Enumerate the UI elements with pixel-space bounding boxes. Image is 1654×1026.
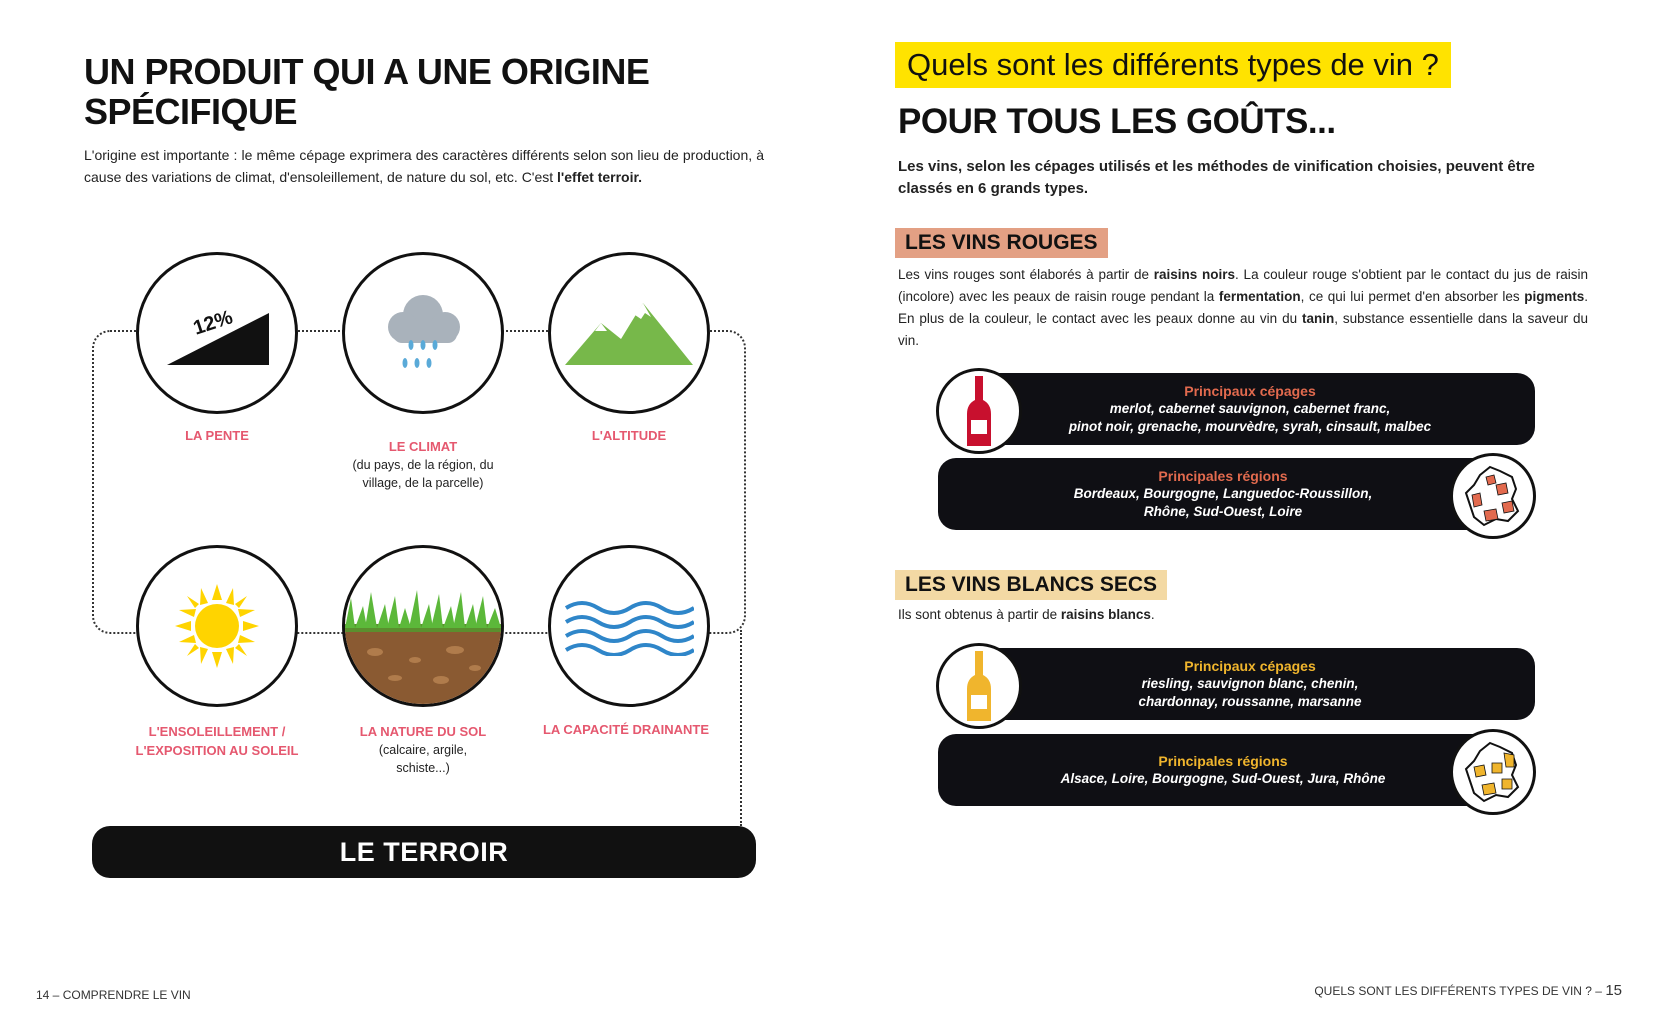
factor-label-pente: LA PENTE [185, 428, 249, 443]
blancs-regions-line1: Alsace, Loire, Bourgogne, Sud-Ouest, Jura, Rhône [1060, 771, 1386, 786]
factor-circle-ensoleillement [136, 545, 298, 707]
rouges-cepages-title: Principaux cépages [1184, 383, 1316, 399]
blancs-text-c: . [1150, 607, 1155, 622]
right-intro-paragraph: Les vins, selon les cépages utilisés et les méthodes de vinification choisies, peuvent être classés en 6 grands types. [898, 158, 1535, 197]
blancs-text-a: Ils sont obtenus à partir de [898, 607, 1061, 622]
sun-icon [167, 576, 267, 676]
left-intro-paragraph [84, 144, 764, 188]
blancs-france-map-badge [1450, 729, 1536, 815]
factor-circle-drainage [548, 545, 710, 707]
factor-circle-altitude [548, 252, 710, 414]
blancs-regions-title: Principales régions [1158, 753, 1288, 769]
blancs-regions-pill [938, 734, 1508, 806]
title-line-1: UN PRODUIT QUI A UNE ORIGINE [84, 51, 650, 92]
title-line-2: SPÉCIFIQUE [84, 91, 298, 132]
footer-right-page-number: 15 [1605, 982, 1622, 999]
factor-label-drainage: LA CAPACITÉ DRAINANTE [542, 722, 710, 737]
rouges-cepages-pill [965, 373, 1535, 445]
left-page-title [84, 52, 724, 132]
rain-cloud-icon [373, 283, 473, 383]
rouges-bold-fermentation: fermentation [1218, 289, 1301, 304]
intro-bold: l'effet terroir. [557, 169, 643, 185]
terroir-connector-drop [740, 630, 742, 826]
rouges-regions-title: Principales régions [1158, 468, 1288, 484]
blancs-bold-raisins-blancs: raisins blancs [1060, 607, 1151, 622]
terroir-banner: LE TERROIR [92, 826, 756, 878]
blancs-cepages-title: Principaux cépages [1184, 658, 1316, 674]
rouges-bold-pigments: pigments [1524, 289, 1585, 304]
right-page-title: POUR TOUS LES GOÛTS... [898, 102, 1336, 141]
factor-label-altitude: L'ALTITUDE [591, 428, 667, 443]
rouges-bold-raisins-noirs: raisins noirs [1153, 267, 1236, 282]
mountain-icon [561, 293, 697, 373]
slope-icon [157, 293, 277, 373]
rouges-regions-line1: Bordeaux, Bourgogne, Languedoc-Roussillon, [1073, 486, 1373, 501]
france-map-icon [1460, 739, 1526, 805]
rouges-france-map-badge [1450, 453, 1536, 539]
footer-right [1314, 982, 1622, 999]
rouges-text-g: . En plus de la couleur, le contact avec les peaux donne au vin du [898, 289, 1588, 326]
blancs-description [898, 604, 1588, 626]
factor-sub-sol: (calcaire, argile, schiste...) [378, 743, 468, 775]
blancs-cepages-line2: chardonnay, roussanne, marsanne [1138, 694, 1362, 709]
slope-badge: 12% [190, 306, 236, 340]
blancs-cepages-pill [965, 648, 1535, 720]
rouges-bold-tanin: tanin [1302, 311, 1335, 326]
intro-text: L'origine est importante : le même cépage exprimera des caractères différents selon son lieu de production, à cause des variations de climat, d'ensoleillement, de nature du sol, etc. C'est [84, 147, 764, 185]
footer-left: 14 – COMPRENDRE LE VIN [36, 988, 191, 1002]
rouges-text-c: . La couleur rouge s'obtient par le contact du jus de raisin (incolore) avec les peaux de raisin rouge pendant la [898, 267, 1588, 304]
red-wine-bottle-icon [959, 374, 999, 448]
factor-label-climat: LE CLIMAT [388, 439, 458, 454]
rouges-cepages-line2: pinot noir, grenache, mourvèdre, syrah, cinsault, malbec [1068, 419, 1432, 434]
soil-icon [345, 548, 501, 704]
rouges-text-a: Les vins rouges sont élaborés à partir de [898, 267, 1154, 282]
france-map-icon [1460, 463, 1526, 529]
factor-label-ensoleillement: L'ENSOLEILLEMENT / L'EXPOSITION AU SOLEIL [135, 724, 299, 758]
rouges-text-i: , substance essentielle dans la saveur du vin. [898, 311, 1589, 348]
rouges-regions-pill [938, 458, 1508, 530]
rouges-description [898, 264, 1588, 352]
factor-circle-sol [342, 545, 504, 707]
factor-circle-climat [342, 252, 504, 414]
white-bottle-badge [936, 643, 1022, 729]
rouges-cepages-line1: merlot, cabernet sauvignon, cabernet franc, [1109, 401, 1391, 416]
white-wine-bottle-icon [959, 649, 999, 723]
factor-sub-climat: (du pays, de la région, du village, de la parcelle) [352, 458, 494, 490]
rouges-regions-line2: Rhône, Sud-Ouest, Loire [1143, 504, 1303, 519]
red-bottle-badge [936, 368, 1022, 454]
section-tag-rouges: LES VINS ROUGES [895, 228, 1108, 258]
footer-right-text: QUELS SONT LES DIFFÉRENTS TYPES DE VIN ? – [1314, 984, 1606, 998]
water-waves-icon [564, 596, 694, 656]
rouges-text-e: , ce qui lui permet d'en absorber les [1300, 289, 1525, 304]
factor-circle-pente [136, 252, 298, 414]
blancs-cepages-line1: riesling, sauvignon blanc, chenin, [1141, 676, 1359, 691]
question-heading: Quels sont les différents types de vin ? [895, 42, 1451, 88]
factor-label-sol: LA NATURE DU SOL [359, 724, 487, 739]
section-tag-blancs: LES VINS BLANCS SECS [895, 570, 1167, 600]
